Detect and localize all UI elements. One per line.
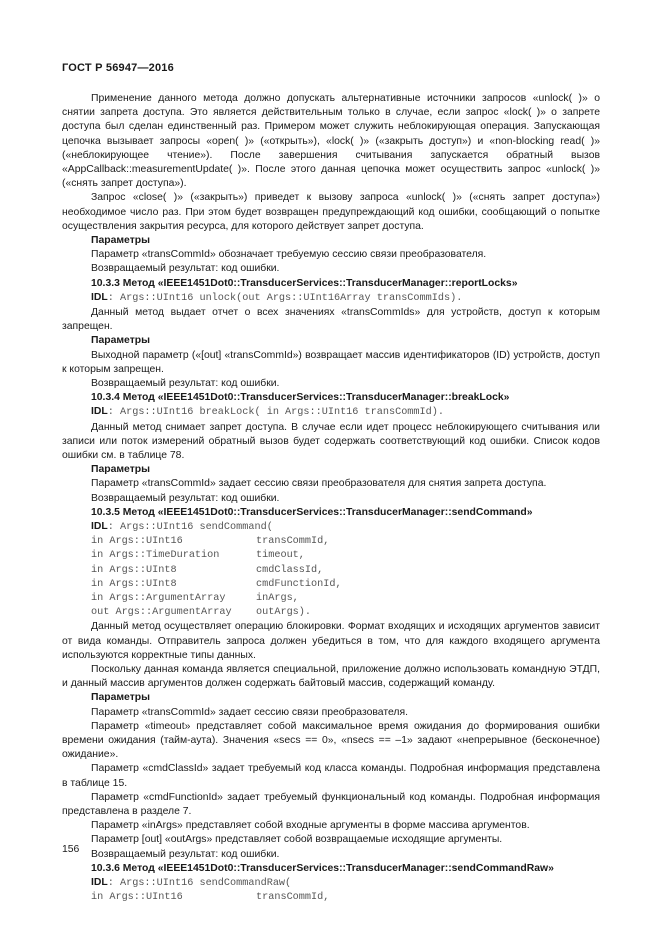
section-heading-10-3-4: 10.3.4 Метод «IEEE1451Dot0::TransducerServices::TransducerManager::breakLock» xyxy=(91,392,510,404)
idl-arg-row xyxy=(62,592,600,606)
param-item: Возвращаемый результат: код ошибки. xyxy=(91,848,280,860)
paragraph: Данный метод осуществляет операцию блокировки. Формат входящих и исходящих аргументов зависит от вида команды. Отправитель запроса должен убедиться в том, что для каждого входящего аргумента используются корректные типы данных. xyxy=(62,621,600,661)
idl-arg-row xyxy=(62,535,600,549)
arg-type: in Args::UInt8 xyxy=(91,564,177,576)
paragraph: Параметр «transCommId» задает сессию связи преобразователя для снятия запрета доступа. xyxy=(91,478,547,490)
paragraph: Возвращаемый результат: код ошибки. xyxy=(91,378,280,390)
idl-arg-row xyxy=(62,606,600,620)
param-item: Параметр «cmdFunctionId» задает требуемый функциональный код команды. Подробная информация представлена в разделе 7. xyxy=(62,791,600,818)
paragraph: Применение данного метода должно допускать альтернативные источники запросов «unlock( )» о снятии запрета доступа. Это является действительным только в случае, если запрос «lock( )» о запрете доступа был сделан единственный раз. Примером может служить неблокирующая операция. Запускающая цепочка вызывает запросы «open( )» («открыть»), «lock( )» («закрыть доступ») и «non-blocking read( )» («неблокирующее чтение»). После завершения считывания запускается обратный вызов «AppCallback::measurementUpdate( )». После этого данная цепочка может осуществить запрос «unlock( )» («снять запрет доступа»). xyxy=(62,93,600,190)
params-heading: Параметры xyxy=(91,464,151,476)
arg-type: out Args::ArgumentArray xyxy=(91,607,232,619)
paragraph: Возвращаемый результат: код ошибки. xyxy=(91,263,280,275)
param-item: Параметр «cmdClassId» задает требуемый код класса команды. Подробная информация представлена в таблице 15. xyxy=(62,763,600,789)
paragraph: Поскольку данная команда является специальной, приложение должно использовать командную ЭТДП, и данный массив аргументов должен содержать байтовый массив, содержащий команду. xyxy=(62,664,600,690)
arg-name: timeout, xyxy=(256,550,305,562)
idl-arg-row xyxy=(62,891,600,905)
arg-type: in Args::ArgumentArray xyxy=(91,593,226,605)
document-body xyxy=(62,92,600,905)
idl-arg-row xyxy=(62,578,600,592)
arg-name: transCommId, xyxy=(256,536,330,548)
paragraph: Данный метод выдает отчет о всех значениях «transCommIds» для устройств, доступ к которым запрещен. xyxy=(62,307,600,333)
arg-type: in Args::UInt16 xyxy=(91,536,183,548)
document-header: ГОСТ Р 56947—2016 xyxy=(62,62,174,74)
param-item: Параметр [out] «outArgs» представляет собой возвращаемые исходящие аргументы. xyxy=(91,834,503,846)
paragraph: Данный метод снимает запрет доступа. В случае если идет процесс неблокирующего считывания или записи или поток измерений обратный вызов будет содержать соответствующий код ошибки. Список кодов ошибки см. в таблице 78. xyxy=(62,421,600,462)
params-heading: Параметры xyxy=(91,235,151,247)
idl-code: : Args::UInt16 sendCommand( xyxy=(107,522,273,534)
idl-line xyxy=(62,291,600,306)
arg-type: in Args::UInt16 xyxy=(91,892,183,904)
param-item: Параметр «transCommId» задает сессию связи преобразователя. xyxy=(91,706,408,718)
idl-label: IDL xyxy=(91,877,108,889)
idl-code: : Args::UInt16 breakLock( in Args::UInt16 transCommId). xyxy=(107,407,444,419)
idl-code: : Args::UInt16 sendCommandRaw( xyxy=(107,878,292,890)
arg-name: cmdFunctionId, xyxy=(256,578,342,590)
page-number: 156 xyxy=(62,844,80,855)
arg-type: in Args::UInt8 xyxy=(91,578,177,590)
param-item: Параметр «inArgs» представляет собой входные аргументы в форме массива аргументов. xyxy=(91,820,530,832)
idl-label: IDL xyxy=(91,291,108,303)
section-heading-10-3-5: 10.3.5 Метод «IEEE1451Dot0::TransducerServices::TransducerManager::sendCommand» xyxy=(91,506,533,518)
arg-name: transCommId, xyxy=(256,892,330,904)
arg-name: cmdClassId, xyxy=(256,564,324,576)
idl-label: IDL xyxy=(91,521,108,533)
paragraph: Выходной параметр («[out] «transCommId») возвращает массив идентификаторов (ID) устройств, доступ к которым запрещен. xyxy=(62,349,600,375)
section-heading-10-3-6: 10.3.6 Метод «IEEE1451Dot0::TransducerServices::TransducerManager::sendCommandRaw» xyxy=(91,862,554,874)
idl-line xyxy=(62,405,600,420)
params-heading: Параметры xyxy=(91,692,151,704)
section-heading-10-3-3: 10.3.3 Метод «IEEE1451Dot0::TransducerServices::TransducerManager::reportLocks» xyxy=(91,277,518,289)
idl-arg-row xyxy=(62,549,600,563)
idl-arg-row xyxy=(62,564,600,578)
arg-name: inArgs, xyxy=(256,593,299,605)
paragraph: Возвращаемый результат: код ошибки. xyxy=(91,492,280,504)
paragraph: Параметр «transCommId» обозначает требуемую сессию связи преобразователя. xyxy=(91,249,487,261)
arg-name: outArgs). xyxy=(256,607,312,619)
param-item: Параметр «timeout» представляет собой максимальное время ожидания до формирования ошибки времени ожидания (тайм-аута). Значения «secs == 0», «nsecs == –1» задают «непрерывное (бесконечное) ожидание». xyxy=(62,720,600,761)
idl-line xyxy=(62,520,600,535)
params-heading: Параметры xyxy=(91,335,151,347)
paragraph: Запрос «close( )» («закрыть») приведет к вызову запроса «unlock( )» («снять запрет доступа») необходимое число раз. При этом будет возвращен предупреждающий код ошибки, сообщающий о попытке осуществления закрытия ресурса, для которого действует запрет доступа. xyxy=(62,192,600,232)
idl-label: IDL xyxy=(91,406,108,418)
idl-code: : Args::UInt16 unlock(out Args::UInt16Array transCommIds). xyxy=(107,292,463,304)
idl-line xyxy=(62,876,600,891)
arg-type: in Args::TimeDuration xyxy=(91,550,220,562)
